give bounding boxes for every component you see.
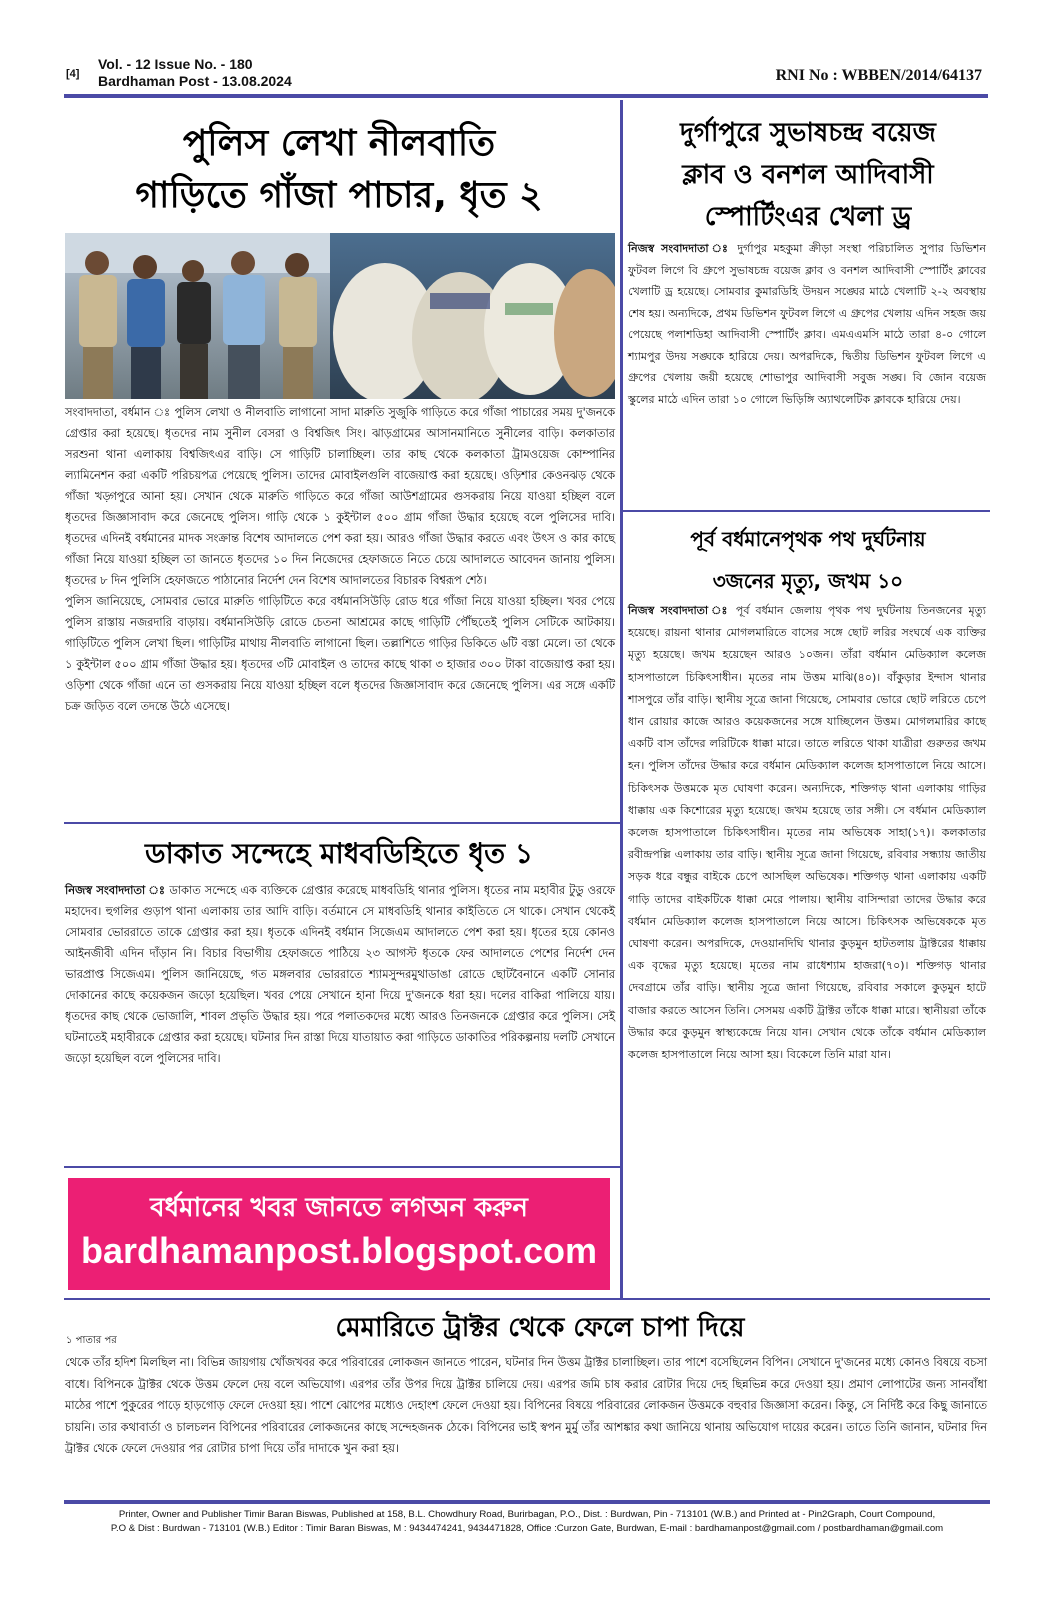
advert-line1: বর্ধমানের খবর জানতে লগঅন করুন <box>150 1193 528 1223</box>
article2-text: ডাকাত সন্দেহে এক ব্যক্তিকে গ্রেপ্তার করেছে মাধবডিহি থানার পুলিস। ধৃতের নাম মহাবীর টুডু ওরফে মহাদেব। হুগলির গুড়াপ থানা এলাকায় তার আদি বাড়ি। বর্তমানে সে মাধবডিহি থানার কাইতিতে সে থাকে। সেখান থেকেই সোমবার ভোররাতে তাকে গ্রেপ্তার করা হয়। ধৃতকে এদিনই বর্ধমান সিজেএম আদালতে পেশ করা হয়। ধৃতের হয়ে কোনও আইনজীবী এদিন দাঁড়ান নি। বিচার বিভাগীয় হেফাজতে পাঠিয়ে ২৩ আগস্ট ধৃতকে ফের আদালতে পেশের নির্দেশ দেন ভারপ্রাপ্ত সিজেএম। পুলিস জানিয়েছে, গত মঙ্গলবার ভোররাতে শ্যামসুন্দরমুথাডাঙা রোডে ছোটবৈনানে একটি সোনার দোকানের কাছে কয়েকজন জড়ো হয়েছিল। খবর পেয়ে সেখানে হানা দিয়ে দু'জনকে ধরা হয়। দলের বাকিরা পালিয়ে যায়। ধৃতদের কাছ থেকে ভোজালি, শাবল প্রভৃতি উদ্ধার হয়। পরে পলাতকদের মধ্যে আরও তিনজনকে গ্রেপ্তার করে পুলিস। সেই ঘটনাতেই মহাবীরকে গ্রেপ্তার করা হয়েছে। ঘটনার দিন রাস্তা দিয়ে যাতায়াত করা গাড়িতে ডাকাতির পরিকল্পনায় দলটি সেখানে জড়ো হয়েছিল বলে পুলিসের দাবি। <box>65 884 615 1065</box>
article4-text: পূর্ব বর্ধমান জেলায় পৃথক পথ দুর্ঘটনায় তিনজনের মৃত্যু হয়েছে। রায়না থানার মোগলমারিতে বাসের সঙ্গে ছোট লরির সংঘর্ষে এক ব্যক্তির মৃত্যু হয়েছে। জখম হয়েছেন আরও ১০জন। তাঁরা বর্ধমান মেডিক্যাল কলেজ হাসপাতালে চিকিৎসাধীন। মৃতের নাম উত্তম মাঝি(৪০)। বাঁকুড়ার ইন্দাস থানার শাসপুরে তাঁর বাড়ি। স্থানীয় সূত্রে জানা গিয়েছে, সোমবার ভোরে ছোট লরিতে চেপে ধান রোয়ার কাজে আরও কয়েকজনের সঙ্গে যাচ্ছিলেন উত্তম। মোগলমারির কাছে একটি বাস তাঁদের লরিটিকে ধাক্কা মারে। তাতে লরিতে থাকা যাত্রীরা গুরুতর জখম হন। পুলিস তাঁদের উদ্ধার করে বর্ধমান মেডিক্যাল কলেজ হাসপাতালে নিয়ে আসে। চিকিৎসক উত্তমকে মৃত ঘোষণা করেন। অন্যদিকে, শক্তিগড় থানা এলাকায় গাড়ির ধাক্কায় এক কিশোরের মৃত্যু হয়েছে। জখম হয়েছে তার সঙ্গী। সে বর্ধমান মেডিক্যাল কলেজ হাসপাতালে চিকিৎসাধীন। মৃতের নাম অভিষেক সাহা(১৭)। কলকাতার রবীন্দ্রপল্লি এলাকায় তার বাড়ি। স্থানীয় সূত্রে জানা গিয়েছে, রবিবার সন্ধ্যায় জাতীয় সড়ক ধরে বন্ধুর বাইকে চেপে আসছিল অভিষেক। শক্তিগড় থানা এলাকায় একটি গাড়ি তাদের বাইকটিকে ধাক্কা মেরে পালায়। স্থানীয় বাসিন্দারা তাদের উদ্ধার করে বর্ধমান মেডিক্যাল কলেজ হাসপাতালে নিয়ে আসে। চিকিৎসক অভিষেককে মৃত ঘোষণা করেন। অপরদিকে, দেওয়ানদিঘি থানার কুড়মুন হাটতলায় ট্রাক্টরের ধাক্কায় এক বৃদ্ধের মৃত্যু হয়েছে। মৃতের নাম রাধেশ্যাম হাজরা(৭০)। শক্তিগড় থানার দেবগ্রামে তাঁর বাড়ি। স্থানীয় সূত্রে জানা গিয়েছে, রবিবার সকালে কুড়মুন হাটে বাজার করতে আসেন তিনি। সেসময় একটি ট্রাক্টর তাঁকে ধাক্কা মারে। স্থানীয়রা তাঁকে উদ্ধার করে কুড়মুন স্বাস্থ্যকেন্দ্রে নিয়ে যান। সেখান থেকে তাঁকে বর্ধমান মেডিক্যাল কলেজ হাসপাতালে নিয়ে আসা হয়। বিকেলে তিনি মারা যান। <box>628 604 986 1062</box>
imprint-footer <box>64 1508 990 1536</box>
article5-rule <box>64 1298 990 1300</box>
article3-headline-line2: ক্লাব ও বনশল আদিবাসী <box>682 160 934 190</box>
article3-headline-line1: দুর্গাপুরে সুভাষচন্দ্র বয়েজ <box>680 118 936 148</box>
article3-headline-line3: স্পোর্টিংএর খেলা ড্র <box>704 202 912 232</box>
article3-headline <box>626 112 990 238</box>
article1-headline-line1: পুলিস লেখা নীলবাতি <box>182 123 496 164</box>
continued-note: ১ পাতার পর <box>66 1335 117 1346</box>
article3-text: দুর্গাপুর মহকুমা ক্রীড়া সংস্থা পরিচালিত সুপার ডিভিশন ফুটবল লিগে বি গ্রুপে সুভাষচন্দ্র বয়েজ ক্লাব ও বনশল আদিবাসী স্পোর্টিং ক্লাবের খেলাটি ড্র হয়েছে। সোমবার কুমারডিহি উদয়ন সঙ্ঘের মাঠে খেলাটি ২-২ অবস্থায় শেষ হয়। অন্যদিকে, প্রথম ডিভিশন ফুটবল লিগে এ গ্রুপের খেলায় এদিন সহজ জয় পেয়েছে পলাশডিহা আদিবাসী স্পোর্টিং ক্লাব। এমএএমসি মাঠে তারা ৪-০ গোলে শ্যামপুর উদয় সঙ্ঘকে হারিয়ে দেয়। অপরদিকে, দ্বিতীয় ডিভিশন ফুটবল লিগে এ গ্রুপের খেলায় জয়ী হয়েছে শোভাপুর আদিবাসী সবুজ সঙ্ঘ। বি জোন বয়েজ স্কুলের মাঠে এদিন তারা ১০ গোলে ভিড়িঙ্গি অ্যাথলেটিক ক্লাবকে হারিয়ে দেয়। <box>628 242 987 406</box>
page-number: [4] <box>66 68 80 80</box>
article3-byline: নিজস্ব সংবাদদাতা ঃ <box>628 242 731 255</box>
article4-headline-line2: ৩জনের মৃত্যু, জখম ১০ <box>712 569 904 593</box>
article4-headline <box>626 518 990 602</box>
article5-headline: মেমারিতে ট্রাক্টর থেকে ফেলে চাপা দিয়ে <box>335 1313 745 1343</box>
article2-byline: নিজস্ব সংবাদদাতা ঃ <box>65 884 166 897</box>
arrest-photo-graphic <box>65 233 615 399</box>
masthead-rule <box>64 94 988 98</box>
article1-rule <box>64 822 620 824</box>
article1-headline-line2: গাড়িতে গাঁজা পাচার, ধৃত ২ <box>135 175 543 216</box>
paper-date: Bardhaman Post - 13.08.2024 <box>98 73 292 89</box>
article1-photo <box>65 233 615 399</box>
column-divider <box>620 100 623 1298</box>
article5-body <box>65 1352 987 1460</box>
article2-paragraph <box>65 880 615 1069</box>
article1-paragraph-2: পুলিস জানিয়েছে, সোমবার ভোরে মারুতি গাড়িটিতে করে বর্ধমানসিউড়ি রোড ধরে গাঁজা নিয়ে যাওয়া হচ্ছিল। খবর পেয়ে পুলিস রাস্তায় নজরদারি বাড়ায়। বর্ধমানসিউড়ি রোডে চেতনা আশ্রমের কাছে গাড়িটি পৌঁছতেই পুলিস সেটিকে আটকায়। গাড়িটিতে পুলিস লেখা ছিল। গাড়িটির মাথায় নীলবাতি লাগানো ছিল। তল্লাশিতে গাড়ির ডিকিতে ৬টি বস্তা মেলে। তা থেকে ১ কুইন্টাল ৫০০ গ্রাম গাঁজা উদ্ধার হয়। ধৃতদের ৩টি মোবাইল ও তাদের কাছে থাকা ৩ হাজার ৩০০ টাকা বাজেয়াপ্ত করা হয়। ওড়িশা থেকে গাঁজা এনে তা গুসকরায় নিয়ে যাওয়া হচ্ছিল বলে ধৃতদের জিজ্ঞাসাবাদ করে জেনেছে পুলিস। এর সঙ্গে একটি চক্র জড়িত বলে তদন্তে উঠে এসেছে। <box>65 595 615 713</box>
article4-body <box>628 600 986 1066</box>
imprint-line2: P.O & Dist : Burdwan - 713101 (W.B.) Editor : Timir Baran Biswas, M : 9434474241, 9434471828, Office :Curzon Gate, Burdwan, E-mail : bardhamanpost@gmail.com / postbardhaman@gmail.com <box>110 1523 944 1534</box>
article1-headline <box>64 118 614 222</box>
blog-advert[interactable] <box>68 1178 610 1290</box>
article4-headline-line1: পূর্ব বর্ধমানেপৃথক পথ দুর্ঘটনায় <box>690 527 926 551</box>
article3-body <box>628 238 986 410</box>
article4-byline: নিজস্ব সংবাদদাতা ঃ <box>628 604 730 617</box>
advert-url[interactable]: bardhamanpost.blogspot.com <box>80 1230 598 1271</box>
article2-body <box>65 880 615 1069</box>
article2-rule <box>64 1166 620 1168</box>
footer-rule <box>64 1500 990 1504</box>
volume-issue: Vol. - 12 Issue No. - 180 <box>98 56 253 72</box>
imprint-line1: Printer, Owner and Publisher Timir Baran Biswas, Published at 158, B.L. Chowdhury Road, Burirbagan, P.O., Dist. : Burdwan, Pin - 713101 (W.B.) and Printed at - Pin2Graph, Court Compound, <box>118 1509 936 1520</box>
rni-number: RNI No : WBBEN/2014/64137 <box>775 67 982 84</box>
article2-headline: ডাকাত সন্দেহে মাধবডিহিতে ধৃত ১ <box>144 837 534 870</box>
article5-paragraph: থেকে তাঁর হদিশ মিলছিল না। বিভিন্ন জায়গায় খোঁজখবর করে পরিবারের লোকজন জানতে পারেন, ঘটনার দিন উত্তম ট্রাক্টর চালাচ্ছিল। তার পাশে বসেছিলেন বিপিন। সেখানে দু'জনের মধ্যে কোনও বিষয়ে বচসা বাধে। বিপিনকে ট্রাক্টর থেকে উত্তম ফেলে দেয় বলে অভিযোগ। এরপর তাঁর উপর দিয়ে ট্রাক্টর চালিয়ে দেয়। এরপর জমি চাষ করার রোটার দিয়ে দেহ ছিন্নভিন্ন করে দেওয়া হয়। প্রমাণ লোপাটের জন্য সানবাঁধা মাঠের পাশে পুকুরের পাড়ে হাড়গোড় ফেলে দেওয়া হয়। পাশে ঝোপের মধ্যেও দেহাংশ ফেলে দেওয়া হয়। বিপিনের বিষয়ে পরিবারের লোকজন উত্তমকে বহুবার জিজ্ঞাসা করেন। কিন্তু, সে নির্দিষ্ট করে কিছু জানাতে চায়নি। তার কথাবার্তা ও চালচলন বিপিনের পরিবারের লোকজনের কাছে সন্দেহজনক ঠেকে। বিপিনের ভাই স্বপন মুর্মু তাঁর আশঙ্কার কথা জানিয়ে থানায় অভিযোগ দায়ের করেন। তাতে তিনি জানান, ঘটনার দিন ট্রাক্টর থেকে ফেলে দেওয়ার পর রোটার চাপা দিয়ে তাঁর দাদাকে খুন করা হয়। <box>65 1356 987 1455</box>
article1-body <box>65 402 615 717</box>
article3-paragraph <box>628 238 986 410</box>
article3-rule <box>623 510 990 512</box>
article4-paragraph <box>628 600 986 1066</box>
article1-paragraph-1: সংবাদদাতা, বর্ধমান ঃ পুলিস লেখা ও নীলবাতি লাগানো সাদা মারুতি সুজুকি গাড়িতে করে গাঁজা পাচারের সময় দু'জনকে গ্রেপ্তার করা হয়েছে। ধৃতদের নাম সুনীল বেসরা ও বিশ্বজিৎ সিং। ঝাড়গ্রামের আসানমানিতে সুনীলের বাড়ি। কলকাতার সরশুনা থানা এলাকায় বিশ্বজিৎএর বাড়ি। সে গাড়িটি চালাচ্ছিল। তার কাছ থেকে কলকাতা ট্রামওয়েজ কোম্পানির ল্যামিনেশন করা একটি পরিচয়পত্র পেয়েছে পুলিস। তাদের মোবাইলগুলি বাজেয়াপ্ত করা হয়েছে। ওড়িশার কেওনঝড় থেকে গাঁজা খড়্গপুরে আনা হয়। সেখান থেকে মারুতি গাড়িতে করে গাঁজা আউশগ্রামের গুসকরায় নিয়ে যাওয়া হচ্ছিল বলে ধৃতদের জিজ্ঞাসাবাদ করে জেনেছে পুলিস। গাড়ি থেকে ১ কুইন্টাল ৫০০ গ্রাম গাঁজা উদ্ধার হয়েছে বলে পুলিসের দাবি। ধৃতদের এদিনই বর্ধমানের মাদক সংক্রান্ত বিশেষ আদালতে পেশ করা হয়। আরও গাঁজা উদ্ধার করতে এবং উৎস ও কার কাছে গাঁজা নিয়ে যাওয়া হচ্ছিল তা জানতে ধৃতদের ১০ দিন নিজেদের হেফাজতে নিতে চেয়ে আদালতে আবেদন জানায় পুলিস। ধৃতদের ৮ দিন পুলিসি হেফাজতে পাঠানোর নির্দেশ দেন বিশেষ আদালতের বিচারক বিশ্বরূপ শেঠ। <box>65 406 615 587</box>
